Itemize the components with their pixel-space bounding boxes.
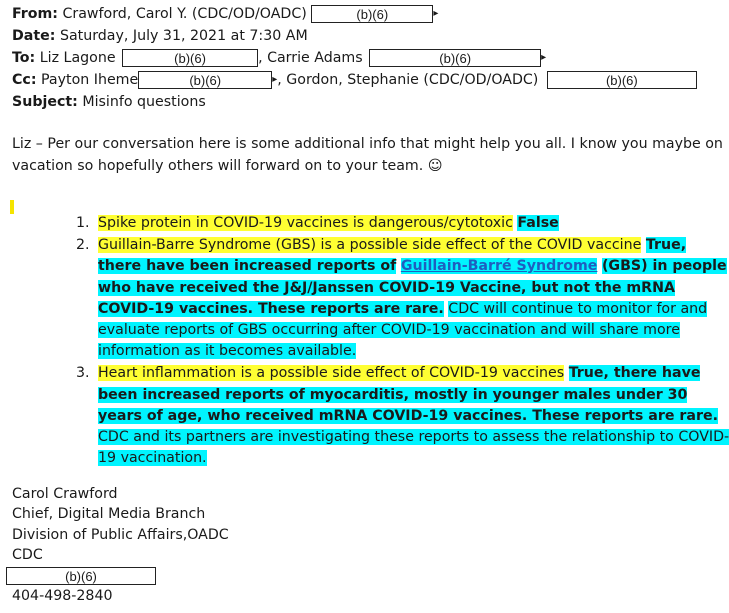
to-line bbox=[12, 48, 546, 68]
claim-text: Spike protein in COVID-19 vaccines is dangerous/cytotoxic bbox=[98, 215, 513, 231]
redaction-box: (b)(6) bbox=[122, 49, 258, 67]
verdict-text: False bbox=[517, 215, 559, 231]
gbs-link[interactable]: Guillain-Barré Syndrome bbox=[400, 258, 598, 275]
signature-org: CDC bbox=[12, 547, 43, 564]
arrow-icon: ▸ bbox=[541, 52, 547, 63]
date-label: Date: bbox=[12, 28, 56, 44]
from-label: From: bbox=[12, 6, 58, 22]
redaction-box: (b)(6) bbox=[138, 71, 272, 89]
signature-phone: 404-498-2840 bbox=[12, 588, 113, 605]
subject-label: Subject: bbox=[12, 94, 78, 110]
arrow-icon: ▸ bbox=[272, 74, 278, 85]
list-item bbox=[94, 235, 729, 362]
cc-recipient-1: Payton Iheme bbox=[41, 72, 139, 88]
subject-value: Misinfo questions bbox=[82, 94, 206, 110]
to-recipient-1: Liz Lagone bbox=[39, 50, 116, 66]
verdict-text: (GBS) in people who have received the J&J/Janssen COVID-19 Vaccine, but not the mRNA COVID-19 vaccines. These reports are rare. bbox=[98, 258, 727, 317]
claim-text: Guillain-Barre Syndrome (GBS) is a possible side effect of the COVID vaccine bbox=[98, 237, 642, 254]
misinfo-list bbox=[72, 213, 729, 470]
intro-line-2: vacation so hopefully others will forward on to your team. ☺ bbox=[12, 158, 443, 174]
date-line bbox=[12, 26, 308, 46]
to-label: To: bbox=[12, 50, 36, 66]
signature-block bbox=[12, 484, 229, 606]
date-value: Saturday, July 31, 2021 at 7:30 AM bbox=[59, 28, 308, 44]
signature-title: Chief, Digital Media Branch bbox=[12, 506, 206, 523]
list-item bbox=[94, 213, 729, 234]
verdict-text: True, there have been increased reports of bbox=[98, 237, 687, 275]
subject-line bbox=[12, 92, 206, 112]
cc-line bbox=[12, 70, 697, 90]
intro-line-1: Liz – Per our conversation here is some additional info that might help you all. I know you maybe on bbox=[12, 136, 723, 152]
redaction-box: (b)(6) bbox=[6, 567, 156, 585]
from-line bbox=[12, 4, 438, 24]
list-item bbox=[94, 363, 729, 469]
verdict-text: True, there have been increased reports of myocarditis, mostly in younger males under 30 years of age, who received mRNA COVID-19 vaccines. These reports are rare. bbox=[98, 365, 719, 424]
cc-label: Cc: bbox=[12, 72, 37, 88]
from-value: Crawford, Carol Y. (CDC/OD/OADC) bbox=[62, 6, 307, 22]
detail-text: CDC will continue to monitor for and evaluate reports of GBS occurring after COVID-19 vaccination and will share more information as it becomes available. bbox=[98, 300, 708, 360]
signature-name: Carol Crawford bbox=[12, 486, 118, 502]
to-recipient-2: , Carrie Adams bbox=[258, 50, 363, 66]
detail-text: CDC and its partners are investigating these reports to assess the relationship to COVID-19 vaccination. bbox=[98, 429, 729, 467]
signature-division: Division of Public Affairs,OADC bbox=[12, 526, 229, 543]
redaction-box: (b)(6) bbox=[311, 5, 433, 23]
cc-recipient-2: , Gordon, Stephanie (CDC/OD/OADC) bbox=[277, 72, 539, 88]
claim-text: Heart inflammation is a possible side effect of COVID-19 vaccines bbox=[98, 365, 565, 382]
text-cursor-marker bbox=[10, 200, 14, 214]
arrow-icon: ▸ bbox=[433, 8, 439, 19]
redaction-box: (b)(6) bbox=[369, 49, 541, 67]
redaction-box: (b)(6) bbox=[547, 71, 697, 89]
